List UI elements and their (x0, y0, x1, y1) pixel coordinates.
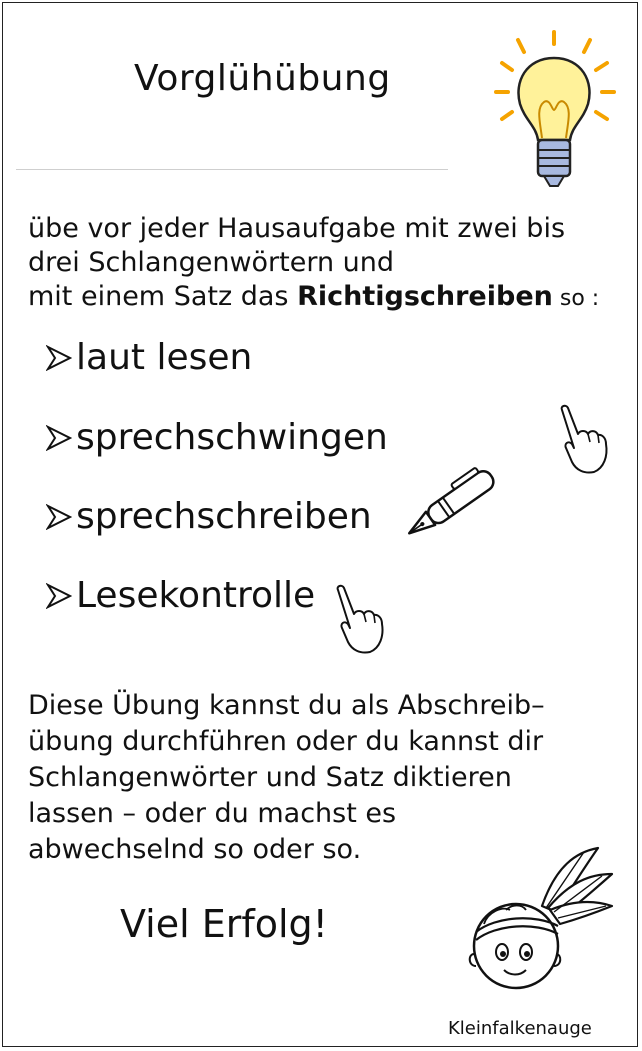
fountain-pen-icon (392, 456, 510, 552)
pointing-hand-icon (332, 584, 392, 656)
instruction-paragraph (28, 688, 545, 868)
intro-line-2: drei Schlangenwörtern und (28, 247, 395, 278)
intro-line-1: übe vor jeder Hausaufgabe mit zwei bis (28, 213, 566, 244)
arrowhead-bullet-icon (46, 425, 72, 451)
step-item-sprechschwingen (46, 418, 388, 458)
intro-text (28, 212, 599, 316)
divider (16, 169, 448, 170)
step-label: sprechschwingen (76, 417, 388, 458)
arrowhead-bullet-icon (46, 345, 72, 371)
step-item-laut-lesen (46, 338, 252, 378)
paragraph-line: übung durchführen oder du kannst dir (28, 726, 544, 757)
step-label: sprechschreiben (76, 496, 372, 537)
paragraph-line: Schlangenwörter und Satz diktieren (28, 762, 512, 793)
author-credit: Kleinfalkenauge (448, 1018, 592, 1039)
step-label: Lesekontrolle (76, 575, 316, 616)
closing-wish: Viel Erfolg! (120, 902, 328, 946)
step-label: laut lesen (76, 337, 253, 378)
paragraph-line: abwechselnd so oder so. (28, 834, 362, 865)
paragraph-line: Diese Übung kannst du als Abschreib– (28, 690, 545, 721)
intro-line-3 (28, 280, 599, 316)
child-feather-icon (466, 846, 622, 998)
lightbulb-icon (492, 30, 622, 200)
intro-line-3-end: so : (552, 286, 600, 311)
paragraph-line: lassen – oder du machst es (28, 798, 397, 829)
pointing-hand-icon (556, 404, 616, 476)
step-item-sprechschreiben (46, 497, 372, 537)
intro-line-3-start: mit einem Satz das (28, 281, 298, 312)
step-item-lesekontrolle (46, 576, 315, 616)
arrowhead-bullet-icon (46, 504, 72, 530)
richtigschreiben-emphasis: Richtigschreiben (297, 281, 553, 312)
arrowhead-bullet-icon (46, 583, 72, 609)
page-title: Vorglühübung (134, 58, 391, 99)
